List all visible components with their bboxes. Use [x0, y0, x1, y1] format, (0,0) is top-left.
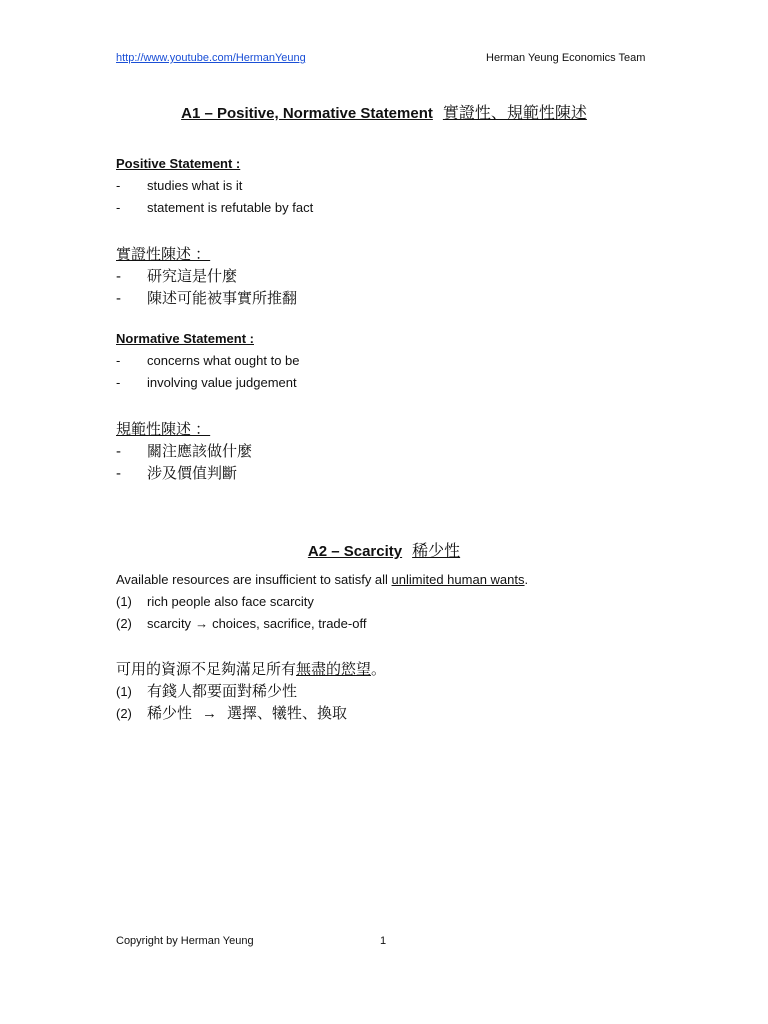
- section-a1-title: [0, 100, 768, 123]
- footer-copyright: Copyright by Herman Yeung: [116, 935, 254, 947]
- list-item: [116, 462, 237, 483]
- bullet-dash: -: [116, 200, 121, 215]
- list-item-text: 關注應該做什麼: [147, 443, 253, 460]
- list-item: [116, 616, 366, 631]
- list-marker: (1): [116, 684, 132, 699]
- bullet-dash: -: [116, 178, 121, 193]
- list-item-text: studies what is it: [147, 178, 243, 193]
- arrow-right-icon: →: [195, 616, 209, 631]
- list-item-text: choices, sacrifice, trade-off: [212, 616, 367, 631]
- intro-underlined-zh: 無盡的慾望: [296, 661, 372, 678]
- bullet-dash: -: [116, 375, 121, 390]
- positive-heading-zh: 實證性陳述 ：: [116, 246, 211, 263]
- header-team: Herman Yeung Economics Team: [486, 52, 646, 64]
- list-item: [116, 265, 237, 286]
- list-item-text: involving value judgement: [147, 375, 297, 390]
- section-a2-title-zh: 稀少性: [412, 543, 461, 560]
- bullet-dash: -: [116, 465, 121, 482]
- list-item-text: 陳述可能被事實所推翻: [147, 290, 298, 307]
- intro-text: Available resources are insufficient to satisfy all: [116, 572, 392, 587]
- youtube-link[interactable]: http://www.youtube.com/HermanYeung: [116, 52, 306, 64]
- list-item: [116, 594, 314, 609]
- list-marker: (1): [116, 594, 132, 609]
- intro-underlined: unlimited human wants: [391, 572, 525, 587]
- section-a2-title: [0, 538, 768, 561]
- normative-heading: Normative Statement :: [116, 331, 254, 346]
- list-item-text: concerns what ought to be: [147, 353, 300, 368]
- list-item-text: 涉及價值判斷: [147, 465, 238, 482]
- list-item-text: 研究這是什麼: [147, 268, 238, 285]
- arrow-right-icon: →: [202, 705, 218, 722]
- list-item-text: scarcity: [147, 616, 192, 631]
- list-item: [116, 375, 297, 390]
- list-item-text: 選擇、犧牲、換取: [227, 705, 348, 722]
- intro-text-zh: 可用的資源不足夠滿足所有: [116, 661, 297, 678]
- list-marker: (2): [116, 616, 132, 631]
- list-marker: (2): [116, 706, 132, 721]
- intro-period-zh: 。: [371, 661, 387, 678]
- bullet-dash: -: [116, 443, 121, 460]
- list-item: [116, 702, 347, 723]
- list-item-text: rich people also face scarcity: [147, 594, 314, 609]
- list-item-text: 稀少性: [147, 705, 193, 722]
- list-item-text: statement is refutable by fact: [147, 200, 314, 215]
- intro-period: .: [524, 572, 529, 587]
- list-item-text: 有錢人都要面對稀少性: [147, 683, 298, 700]
- bullet-dash: -: [116, 290, 121, 307]
- positive-heading: Positive Statement :: [116, 156, 241, 171]
- section-a1-title-zh: 實證性、規範性陳述: [442, 105, 587, 122]
- scarcity-intro-zh: [116, 658, 386, 679]
- bullet-dash: -: [116, 353, 121, 368]
- list-item: [116, 353, 300, 368]
- scarcity-intro: [116, 572, 528, 587]
- page-number: 1: [380, 935, 387, 947]
- list-item: [116, 287, 297, 308]
- list-item: [116, 680, 297, 701]
- list-item: [116, 200, 313, 215]
- list-item: [116, 440, 252, 461]
- normative-heading-zh: 規範性陳述 ：: [116, 421, 211, 438]
- bullet-dash: -: [116, 268, 121, 285]
- section-a1-title-en: A1 – Positive, Normative Statement: [181, 105, 433, 122]
- list-item: [116, 178, 242, 193]
- section-a2-title-en: A2 – Scarcity: [307, 543, 403, 560]
